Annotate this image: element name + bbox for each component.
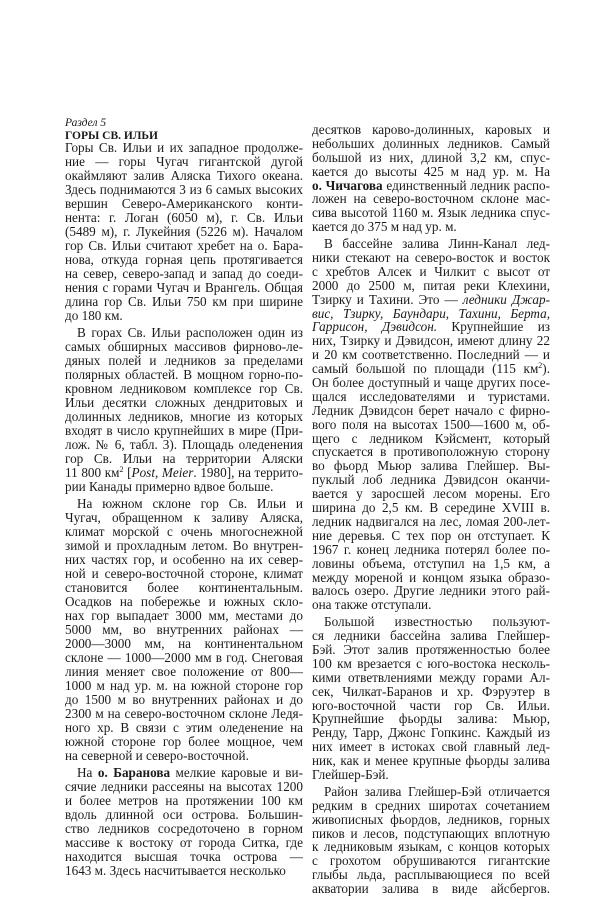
text-line [312,179,550,193]
text-span: Тзирку и Тахини. Это — [312,291,463,307]
text-line: 100 км врезается с юго-востока несколь- [312,655,550,671]
text-line: к ледниковым языкам, с концов которых [312,839,550,855]
text-column-left [65,141,303,881]
text-line: На южном склоне гор Св. Ильи и [77,496,303,511]
text-line: гор Св. Ильи считают хребет на о. Бара- [65,238,303,253]
text-line: Осадков на побережье и южных скло- [65,594,303,609]
text-line: ники стекают на северо-восток и восток [312,250,550,266]
text-line: Чугач, обращенном к заливу Аляска, [65,510,303,525]
text-line: Район залива Глейшер-Бэй отличается [324,783,550,799]
text-span: единственный ледник распо- [382,177,550,193]
text-line: ледник надвигался на лес, ломая 200-лет- [312,513,550,529]
text-line: 1643 м. Здесь насчитывается несколько [65,863,286,878]
text-line: вершин Северо-Американского конти- [65,196,303,211]
text-line: 1967 г. конец ледника потерял более по- [312,541,550,557]
text-line: она также отступали. [312,597,432,613]
text-line: нения с горами Чугач и Врангель. Общая [65,280,303,295]
text-line: рии Канады примерно вдвое больше. [65,479,274,494]
text-line: ширина до 2,5 км. В середине XVIII в. [312,500,550,516]
text-line: спускается в противоположную сторону [312,444,550,460]
text-line: полярных областей. В мощном горно-по- [65,367,303,382]
text-line: ние деревья. С тех пор он отступает. К [312,527,550,543]
paragraph [65,141,303,323]
text-line: ник, как и менее крупные фьорды залива [312,753,550,769]
text-line: ложен на северо-восточном склоне мас- [312,191,550,207]
text-span: На [77,765,98,780]
text-line: валось озеро. Другие ледники этого рай- [312,583,550,599]
paragraph [312,123,550,234]
text-line: пиков и лесов, подступающих вплотную [312,825,550,841]
text-line: вого поля на высотах 1500—1600 м, об- [312,416,550,432]
text-line: небольших долинных ледников. Самый [312,135,550,151]
text-line: акватории залива в виде айсбергов. [312,881,550,897]
text-line: сива высотой 1160 м. Язык ледника спус- [312,205,550,221]
text-line: между мореной и концом языка образо- [312,569,550,585]
superscript: 2 [119,465,124,474]
text-line: длина гор Св. Ильи 750 км при ширине [65,294,303,309]
text-line: с хребтов Алсек и Чилкит с высот от [312,263,550,279]
paragraph [65,326,303,494]
text-line: кровном ледниковом комплексе гор Св. [65,381,303,396]
text-column-right [312,123,550,899]
text-line: кими ответвлениями между горами Ал- [312,669,550,685]
text-line: 2000—3000 мм, на континентальном [65,636,303,651]
text-line: входят в число крупнейших в мире (При- [65,423,303,438]
bold-text: о. Чичагова [312,177,383,193]
text-line: ние — горы Чугач гигантской дугой [65,154,303,169]
paragraph [65,766,303,878]
text-line: Горы Св. Ильи и их западное продолже- [65,140,303,155]
text-line: них частях гор, и особенно на их север- [65,552,303,567]
text-line: кается до высоты 425 м над ур. м. На [312,163,550,179]
text-line: самых обширных массивов фирново-ле- [65,339,303,354]
text-line: В бассейне залива Линн-Канал лед- [324,236,550,252]
text-line: них, Тзирку и Дэвидсон, имеют длину 22 [312,333,550,349]
text-span: мелкие каровые и ви- [170,765,303,780]
text-line: (5489 м), г. Лукейния (5226 м). Началом [65,224,303,239]
text-line: Он более доступный и чаще других посе- [312,375,550,391]
text-line: живописных фьордов, ледников, горных [312,811,550,827]
text-line: становится более континентальным. [65,580,303,595]
text-line: щался исследователями и туристами. [312,388,550,404]
text-line: пуклый лоб ледника Дэвидсон оканчи- [312,472,550,488]
italic-text: Post, Meier [131,465,194,480]
text-line: линия меняет свое положение от 800— [65,664,303,679]
text-line: Здесь поднимаются 3 из 6 самых высоких [65,182,303,197]
italic-text: Гаррисон, Дэвидсон. [312,319,438,335]
text-line: ство ледников сосредоточено в горном [65,821,303,836]
text-line: сячие ледники рассеяны на высотах 1200 [65,779,303,794]
text-line: нента: г. Логан (6050 м), г. Св. Ильи [65,210,303,225]
text-line: и более метров на протяжении 100 км [65,793,303,808]
text-line: них имеет в истоках свой главный лед- [312,739,550,755]
italic-text: ледники Джар- [462,291,550,307]
bold-text: о. Баранова [97,765,171,780]
text-line: климат морской с очень многоснежной [65,524,303,539]
text-line: лож. № 6, табл. 3). Площадь оледенения [65,437,303,452]
text-line: вается у заросшей лесом морены. Его [312,486,550,502]
text-span: 11 800 км [65,465,120,480]
text-line: Большой известностью пользуют- [324,614,550,630]
text-line: долинных ледников, многие из которых [65,409,303,424]
text-line: окаймляют залив Аляска Тихого океана. [65,168,303,183]
text-line: нова, откуда горная цепь протягивается [65,252,303,267]
text-line: ся ледники бассейна залива Глейшер- [312,628,550,644]
text-line: редким в средних широтах сочетанием [312,797,550,813]
text-line [312,307,550,321]
paragraph [65,497,303,763]
text-line: до 1500 м во внутренних районах и до [65,692,303,707]
text-line: южной стороне гор более мощное, чем [65,734,303,749]
text-line: нах гор выпадает 3000 мм, местами до [65,608,303,623]
text-line: с грохотом обрушиваются гигантские [312,853,550,869]
text-line [65,766,303,780]
text-line [312,293,550,307]
text-line: десятков карово-долинных, каровых и [312,122,550,137]
text-line: ловины объема, отступил на 1,5 км, а [312,555,550,571]
text-line: Крупнейшие фьорды залива: Мьюр, [312,711,550,727]
text-line: на север, северо-запад и запад до соеди- [65,266,303,281]
text-line: вдоль длинной оси острова. Большин- [65,807,303,822]
text-line: дяных полей и ледников за пределами [65,353,303,368]
text-line: Ренду, Тарр, Джонс Гопкинс. Каждый из [312,725,550,741]
text-span: Крупнейшие из [437,319,550,335]
section-title: ГОРЫ СВ. ИЛЬИ [65,130,158,142]
text-line: ной и северо-восточной стороне, климат [65,566,303,581]
text-line: 5000 мм, во внутренних районах — [65,622,303,637]
section-label: Раздел 5 [65,117,107,129]
text-line: и 20 км соответственно. Последний — и [312,347,550,363]
superscript: 2 [538,361,543,371]
text-line: большой из них, длиной 3,2 км, спус- [312,149,550,165]
text-line [312,362,550,376]
text-span: самый большой по площади (115 км [312,361,539,377]
text-line: массиве к востоку от города Ситка, где [65,835,303,850]
paragraph [312,237,550,612]
text-line: на северной и северо-восточной. [65,748,249,763]
text-line: кается до 375 м над ур. м. [312,219,457,235]
text-line: сек, Чилкат-Баранов и хр. Фэруэтер в [312,683,550,699]
text-line: юго-восточной части гор Св. Ильи. [312,697,550,713]
text-line: во фьорд Мьюр залива Глейшер. Вы- [312,458,550,474]
text-line: 2000 до 2500 м, питая реки Клехини, [312,277,550,293]
text-line: гор Св. Ильи на территории Аляски [65,451,303,466]
text-line [312,320,550,334]
text-line: глыбы льда, расплывающиеся по всей [312,867,550,883]
text-line: В горах Св. Ильи расположен один из [77,325,303,340]
text-line: ного хр. В связи с этим оледенение на [65,720,303,735]
text-line: зимой и прохладным летом. Во внутрен- [65,538,303,553]
text-line: до 180 км. [65,308,123,323]
paragraph [312,785,550,896]
text-span: . 1980], на террито- [193,465,303,480]
text-line: Ледник Дэвидсон берет начало с фирно- [312,402,550,418]
text-line: находится высшая точка острова — [65,849,303,864]
text-line: Ильи десятки сложных дендритовых и [65,395,303,410]
paragraph [312,615,550,782]
text-span: ). [542,361,550,377]
text-line: Бэй. Этот залив протяженностью более [312,641,550,657]
text-span: [ [123,465,132,480]
text-line [65,466,303,480]
text-line: Глейшер-Бэй. [312,766,389,782]
text-line: 2300 м на северо-восточном склоне Ледя- [65,706,303,721]
text-line: склоне — 1000—2000 мм в год. Снеговая [65,650,303,665]
text-line: 1000 м над ур. м. на южной стороне гор [65,678,303,693]
italic-text: вис, Тзирку, Баундари, Тахини, Берта, [312,305,550,321]
text-line: щего с ледником Кэйсмент, который [312,430,550,446]
